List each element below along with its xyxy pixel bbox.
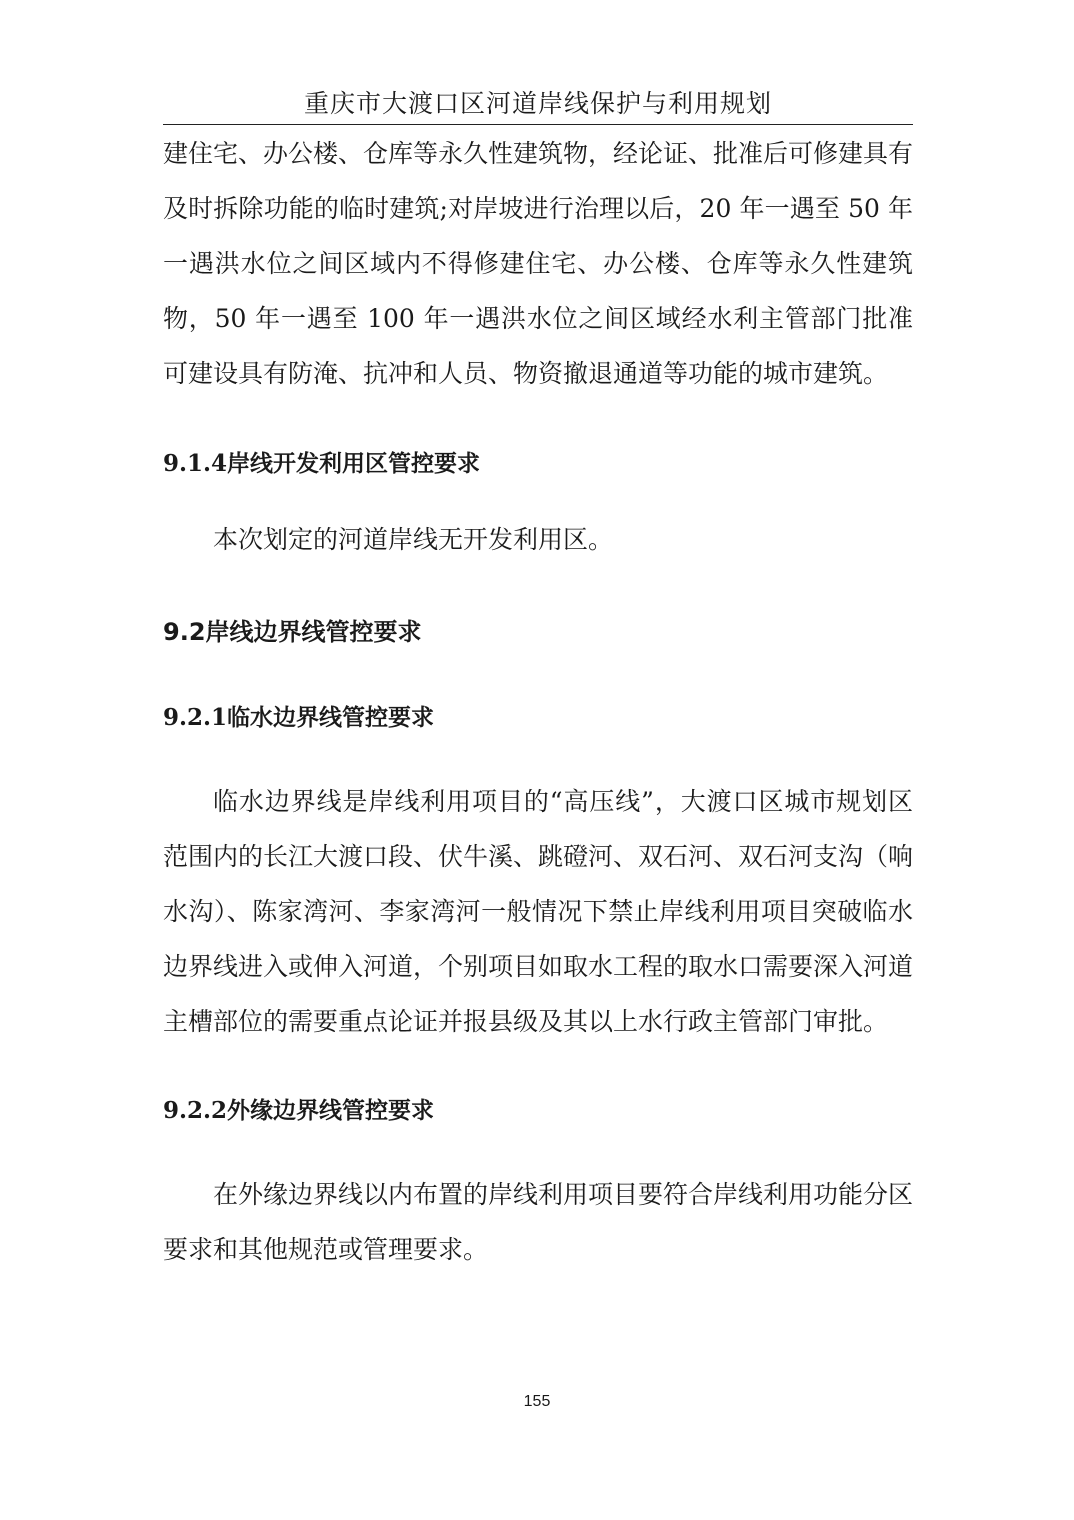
- paragraph-9-1-4: 本次划定的河道岸线无开发利用区。: [213, 525, 614, 554]
- continued-paragraph: 建住宅、办公楼、仓库等永久性建筑物，经论证、批准后可修建具有及时拆除功能的临时建筑;对岸坡进行治理以后，20 年一遇至 50 年一遇洪水位之间区域内不得修建住宅、办公楼、仓库等永久性建筑物，50 年一遇至 100 年一遇洪水位之间区域经水利主管部门批准可建设具有防淹、抗冲和人员、物资撤退通道等功能的城市建筑。: [163, 139, 914, 388]
- page-number: 155: [523, 1393, 551, 1410]
- section-heading-9-2: 9.2岸线边界线管控要求: [163, 618, 422, 646]
- paragraph-9-2-2: 在外缘边界线以内布置的岸线利用项目要符合岸线利用功能分区要求和其他规范或管理要求。: [163, 1180, 914, 1264]
- running-header: 重庆市大渡口区河道岸线保护与利用规划: [303, 89, 772, 118]
- header-rule: [163, 124, 913, 125]
- section-heading-9-2-2: 9.2.2外缘边界线管控要求: [163, 1097, 435, 1124]
- paragraph-9-2-1: 临水边界线是岸线利用项目的“高压线”，大渡口区城市规划区范围内的长江大渡口段、伏牛溪、跳磴河、双石河、双石河支沟（响水沟）、陈家湾河、李家湾河一般情况下禁止岸线利用项目突破临水边界线进入或伸入河道，个别项目如取水工程的取水口需要深入河道主槽部位的需要重点论证并报县级及其以上水行政主管部门审批。: [163, 787, 914, 1036]
- section-heading-9-1-4: 9.1.4岸线开发利用区管控要求: [163, 450, 481, 477]
- section-heading-9-2-1: 9.2.1临水边界线管控要求: [163, 704, 435, 731]
